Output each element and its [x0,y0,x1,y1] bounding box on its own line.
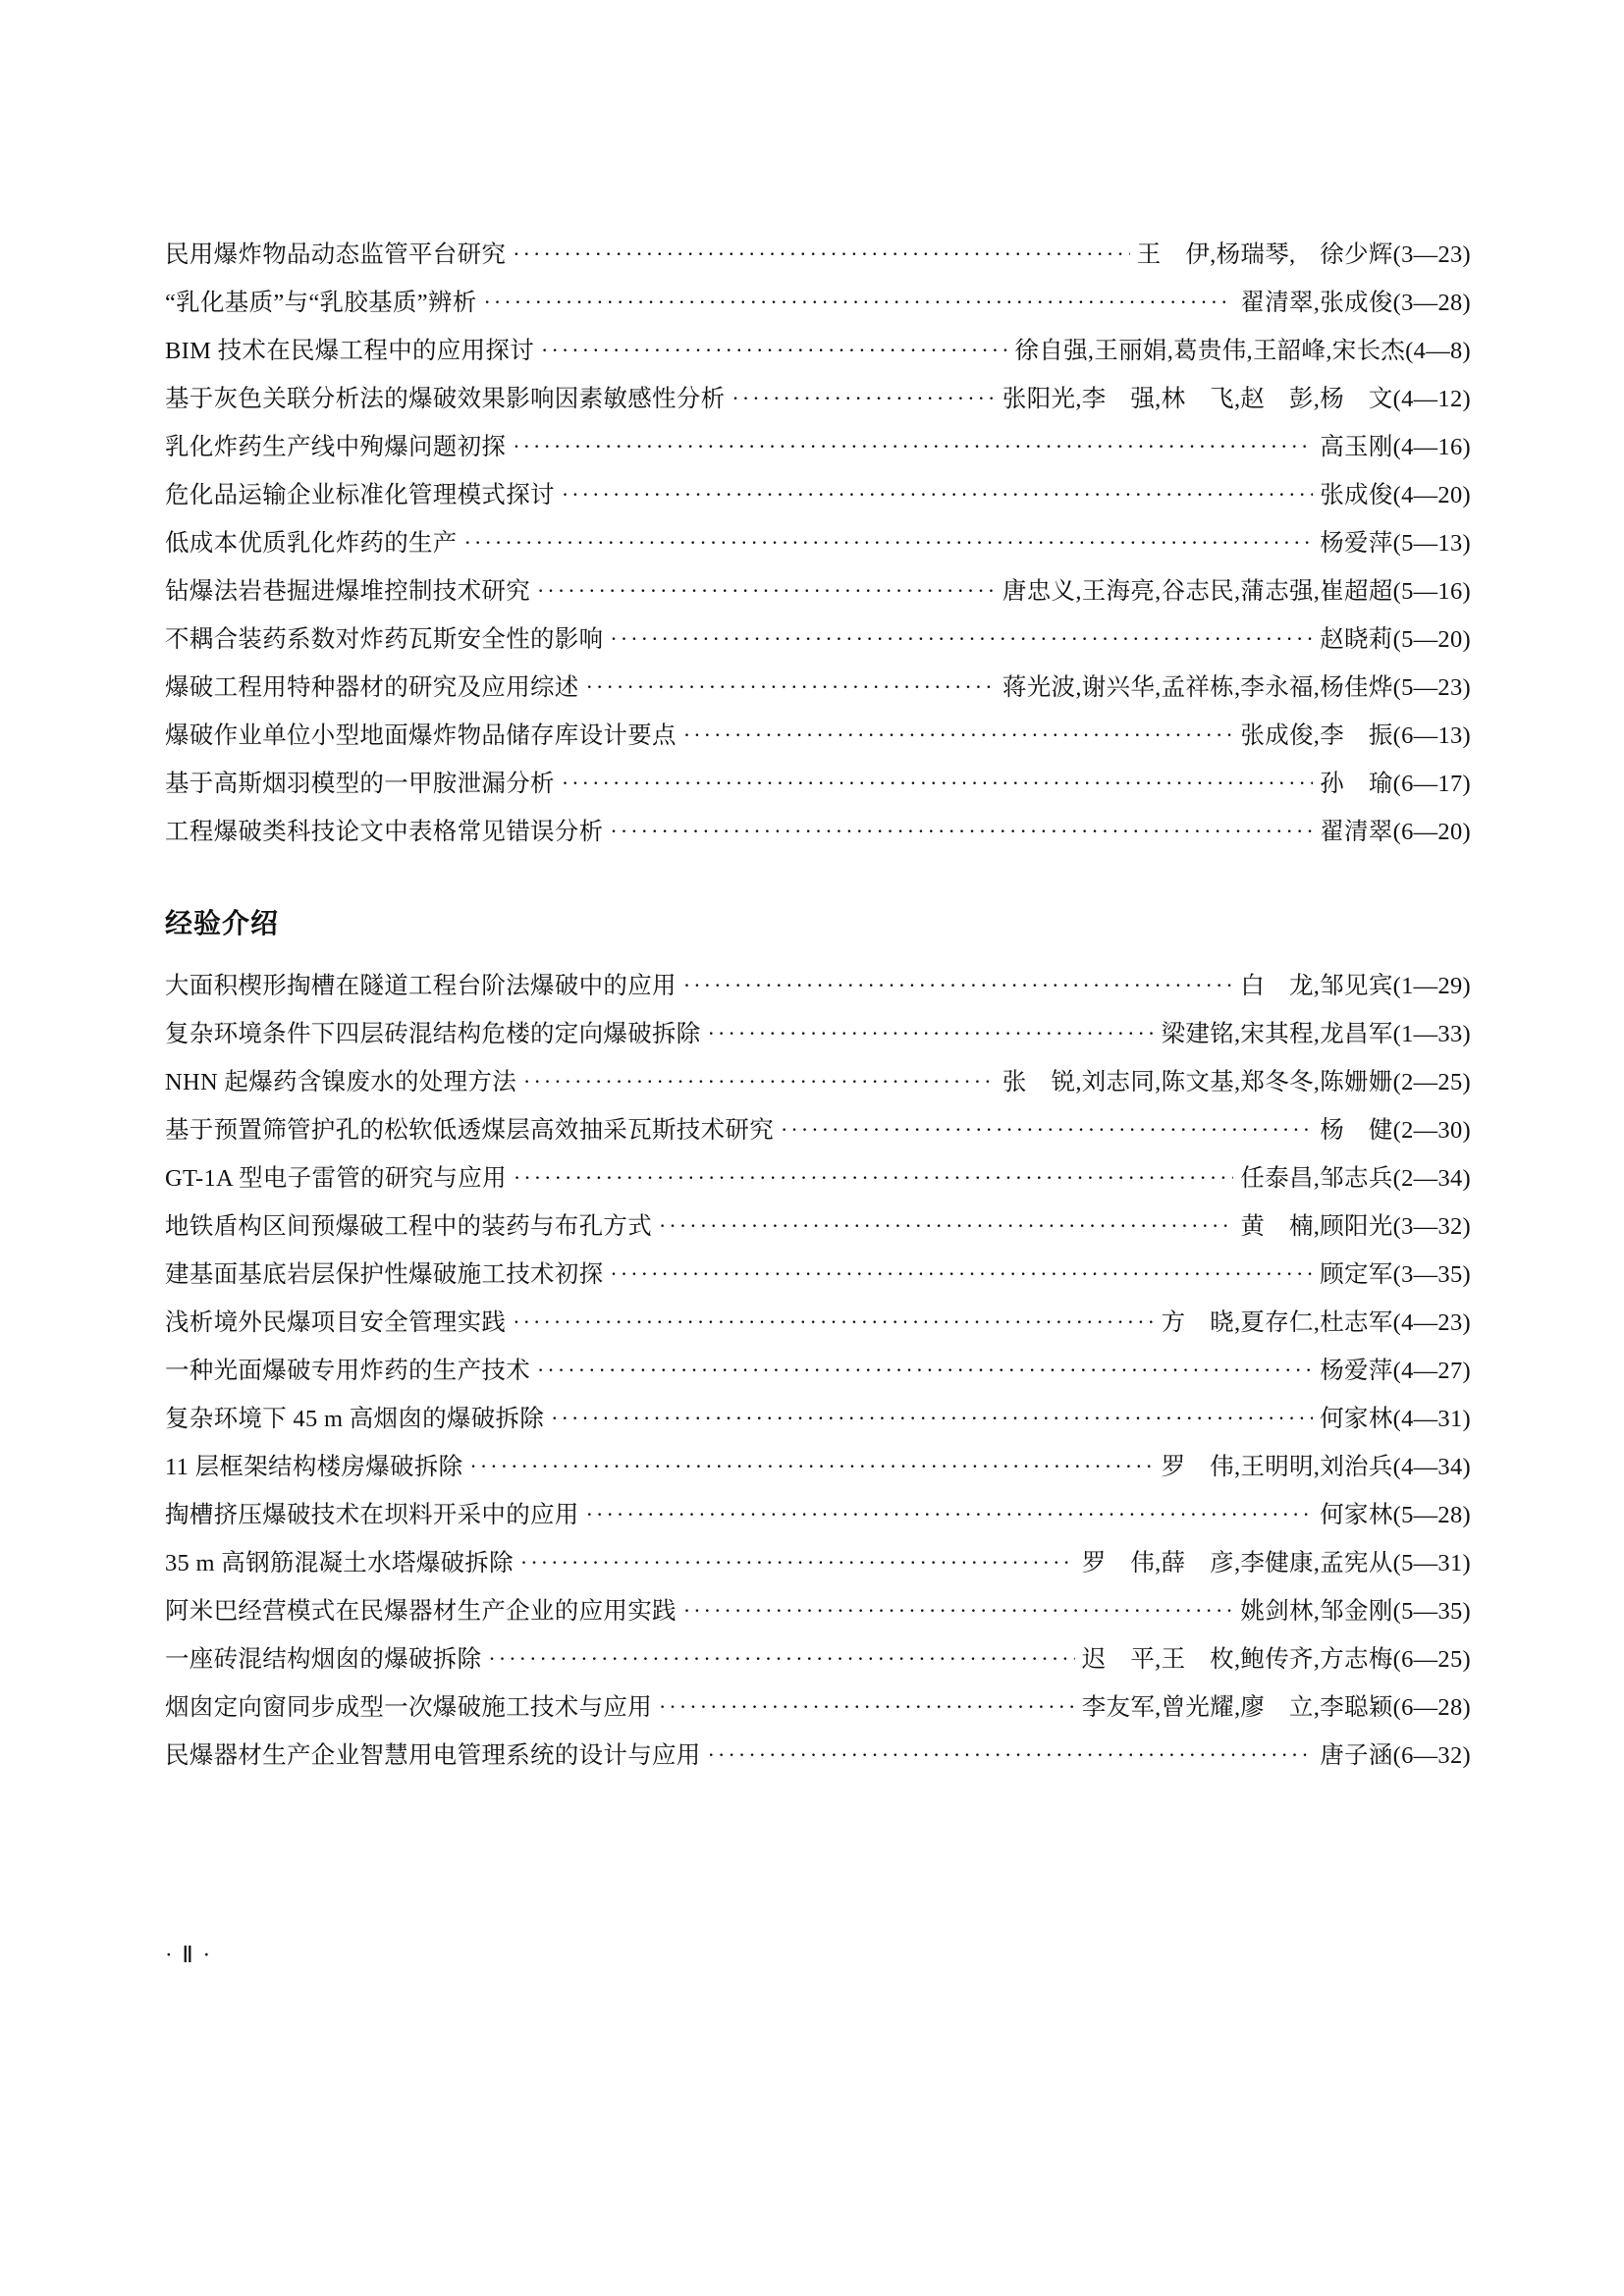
dot-leader [683,976,1234,1000]
toc-entry-authors: 杨 健(2—30) [1320,1116,1471,1144]
dot-leader [659,1216,1233,1241]
toc-entry-title: 一座砖混结构烟囱的爆破拆除 [165,1645,482,1673]
dot-leader [469,1457,1154,1481]
toc-entry-authors: 蒋光波,谢兴华,孟祥栋,李永福,杨佳烨(5—23) [1001,674,1471,701]
toc-entry[interactable] [165,292,1471,317]
toc-entry[interactable] [165,243,1471,269]
toc-entry-authors: 方 晓,夏存仁,杜志军(4—23) [1161,1308,1471,1336]
toc-entry[interactable] [165,1308,1471,1337]
dot-leader [562,485,1313,509]
toc-entry-title: 大面积楔形掏槽在隧道工程台阶法爆破中的应用 [165,972,677,999]
toc-entry-authors: 白 龙,邹见宾(1—29) [1240,972,1471,999]
dot-leader [708,1024,1155,1048]
dot-leader [513,1312,1154,1337]
toc-entry[interactable] [165,1597,1471,1626]
dot-leader [488,1649,1074,1674]
dot-leader [683,725,1234,750]
toc-entry[interactable] [165,1693,1471,1722]
toc-entry[interactable] [165,1549,1471,1577]
toc-entry[interactable] [165,972,1471,1000]
toc-entry[interactable] [165,532,1471,558]
toc-entry-title: 35 m 高钢筋混凝土水塔爆破拆除 [165,1549,514,1576]
dot-leader [586,1505,1314,1529]
toc-entry-authors: 李友军,曾光耀,廖 立,李聪颖(6—28) [1081,1693,1471,1721]
dot-leader [513,437,1313,461]
toc-entry-authors: 翟清翠,张成俊(3—28) [1240,290,1471,316]
dot-leader [731,389,996,413]
toc-entry-authors: 何家林(5—28) [1320,1501,1471,1528]
toc-entry-title: 阿米巴经营模式在民爆器材生产企业的应用实践 [165,1597,677,1625]
toc-entry-title: 浅析境外民爆项目安全管理实践 [165,1308,507,1336]
dot-leader [781,1120,1313,1145]
dot-leader [464,533,1314,558]
toc-entry-title: 不耦合装药系数对炸药瓦斯安全性的影响 [165,626,604,653]
toc-entry-authors: 任泰昌,邹志兵(2—34) [1240,1164,1471,1192]
toc-entry[interactable] [165,724,1471,750]
toc-entry-authors: 张成俊,李 振(6—13) [1240,722,1471,749]
toc-entry-title: 掏槽挤压爆破技术在坝料开采中的应用 [165,1501,579,1528]
toc-entry[interactable] [165,388,1471,413]
toc-entry-title: 爆破工程用特种器材的研究及应用综述 [165,674,579,701]
toc-entry-title: 复杂环境下 45 m 高烟囱的爆破拆除 [165,1405,545,1432]
toc-entry-authors: 顾定军(3—35) [1320,1260,1471,1288]
toc-entry-authors: 孙 瑜(6—17) [1320,771,1471,797]
dot-leader [514,1168,1234,1193]
page-folio: · Ⅱ · [165,1943,213,1967]
toc-entry-title: 民用爆炸物品动态监管平台研究 [165,241,507,268]
toc-entry-title: 危化品运输企业标准化管理模式探讨 [165,482,555,508]
toc-entry[interactable] [165,1405,1471,1433]
toc-entry-authors: 姚剑林,邹金刚(5—35) [1240,1597,1471,1625]
toc-entry-title: 爆破作业单位小型地面爆炸物品储存库设计要点 [165,722,677,749]
toc-entry-authors: 张 锐,刘志同,陈文基,郑冬冬,陈姗姗(2—25) [1001,1068,1471,1095]
toc-entry-title: “乳化基质”与“乳胶基质”辨析 [165,290,477,316]
toc-entry-authors: 赵晓莉(5—20) [1320,626,1471,653]
toc-entry-title: GT-1A 型电子雷管的研究与应用 [165,1164,507,1192]
toc-entry-title: 乳化炸药生产线中殉爆问题初探 [165,434,507,460]
dot-leader [610,822,1313,846]
toc-entry-authors: 王 伊,杨瑞琴, 徐少辉(3—23) [1136,241,1471,268]
dot-leader [708,1745,1314,1770]
toc-entry-title: 低成本优质乳化炸药的生产 [165,530,458,557]
dot-leader [610,1264,1313,1289]
toc-entry-title: 复杂环境条件下四层砖混结构危楼的定向爆破拆除 [165,1020,701,1047]
toc-entry-authors: 唐子涵(6—32) [1320,1741,1471,1769]
toc-entry[interactable] [165,773,1471,798]
toc-group-continued [165,243,1471,846]
toc-entry-authors: 罗 伟,薛 彦,李健康,孟宪从(5—31) [1081,1549,1471,1576]
toc-entry-authors: 翟清翠(6—20) [1320,819,1471,845]
dot-leader [523,1072,996,1096]
toc-entry-title: 一种光面爆破专用炸药的生产技术 [165,1357,530,1384]
section-heading-experience: 经验介绍 [165,906,280,939]
dot-leader [520,1553,1075,1577]
toc-entry[interactable] [165,1212,1471,1241]
dot-leader [484,293,1234,317]
toc-entry[interactable] [165,1501,1471,1529]
toc-entry-title: 基于高斯烟羽模型的一甲胺泄漏分析 [165,771,555,797]
toc-entry-title: 烟囱定向窗同步成型一次爆破施工技术与应用 [165,1693,652,1721]
toc-entry-title: 工程爆破类科技论文中表格常见错误分析 [165,819,604,845]
toc-entry[interactable] [165,1116,1471,1145]
dot-leader [610,629,1313,654]
toc-entry[interactable] [165,628,1471,654]
toc-content [165,243,1471,1792]
toc-entry-authors: 黄 楠,顾阳光(3—32) [1240,1212,1471,1240]
dot-leader [513,244,1130,269]
dot-leader [541,341,1007,365]
toc-entry-authors: 唐忠义,王海亮,谷志民,蒲志强,崔超超(5—16) [1001,578,1471,605]
toc-entry-authors: 梁建铭,宋其程,龙昌军(1—33) [1161,1020,1471,1047]
toc-entry[interactable] [165,1645,1471,1674]
dot-leader [562,774,1313,798]
toc-entry-authors: 张成俊(4—20) [1320,482,1471,508]
toc-entry-authors: 张阳光,李 强,林 飞,赵 彭,杨 文(4—12) [1001,386,1471,412]
toc-entry-title: 11 层框架结构楼房爆破拆除 [165,1453,463,1480]
toc-entry-title: 基于预置筛管护孔的松软低透煤层高效抽采瓦斯技术研究 [165,1116,774,1144]
toc-entry-title: NHN 起爆药含镍废水的处理方法 [165,1068,517,1095]
toc-entry[interactable] [165,821,1471,846]
toc-entry[interactable] [165,436,1471,461]
toc-entry-title: BIM 技术在民爆工程中的应用探讨 [165,338,535,364]
toc-entry[interactable] [165,1164,1471,1193]
toc-entry-authors: 高玉刚(4—16) [1320,434,1471,460]
toc-entry[interactable] [165,1020,1471,1048]
toc-entry-authors: 罗 伟,王明明,刘治兵(4—34) [1161,1453,1471,1480]
toc-entry[interactable] [165,1453,1471,1481]
toc-entry[interactable] [165,1260,1471,1289]
toc-entry-authors: 杨爱萍(4—27) [1320,1357,1471,1384]
toc-entry-title: 基于灰色关联分析法的爆破效果影响因素敏感性分析 [165,386,726,412]
toc-entry[interactable] [165,1068,1471,1096]
dot-leader [683,1601,1234,1626]
toc-entry[interactable] [165,340,1471,365]
dot-leader [537,581,996,606]
toc-group-experience [165,972,1471,1770]
toc-entry-title: 建基面基底岩层保护性爆破施工技术初探 [165,1260,604,1288]
toc-entry-title: 民爆器材生产企业智慧用电管理系统的设计与应用 [165,1741,701,1769]
toc-entry-authors: 迟 平,王 枚,鲍传齐,方志梅(6—25) [1081,1645,1471,1673]
toc-entry-authors: 杨爱萍(5—13) [1320,530,1471,557]
toc-entry[interactable] [165,580,1471,606]
dot-leader [551,1409,1313,1433]
toc-entry-authors: 何家林(4—31) [1320,1405,1471,1432]
toc-entry[interactable] [165,1741,1471,1770]
toc-entry[interactable] [165,484,1471,509]
dot-leader [659,1697,1075,1722]
toc-entry-authors: 徐自强,王丽娟,葛贵伟,王韶峰,宋长杰(4—8) [1014,338,1471,364]
toc-entry[interactable] [165,1357,1471,1385]
toc-entry[interactable] [165,676,1471,702]
dot-leader [537,1361,1313,1385]
toc-entry-title: 钻爆法岩巷掘进爆堆控制技术研究 [165,578,530,605]
toc-entry-title: 地铁盾构区间预爆破工程中的装药与布孔方式 [165,1212,652,1240]
dot-leader [586,677,996,702]
